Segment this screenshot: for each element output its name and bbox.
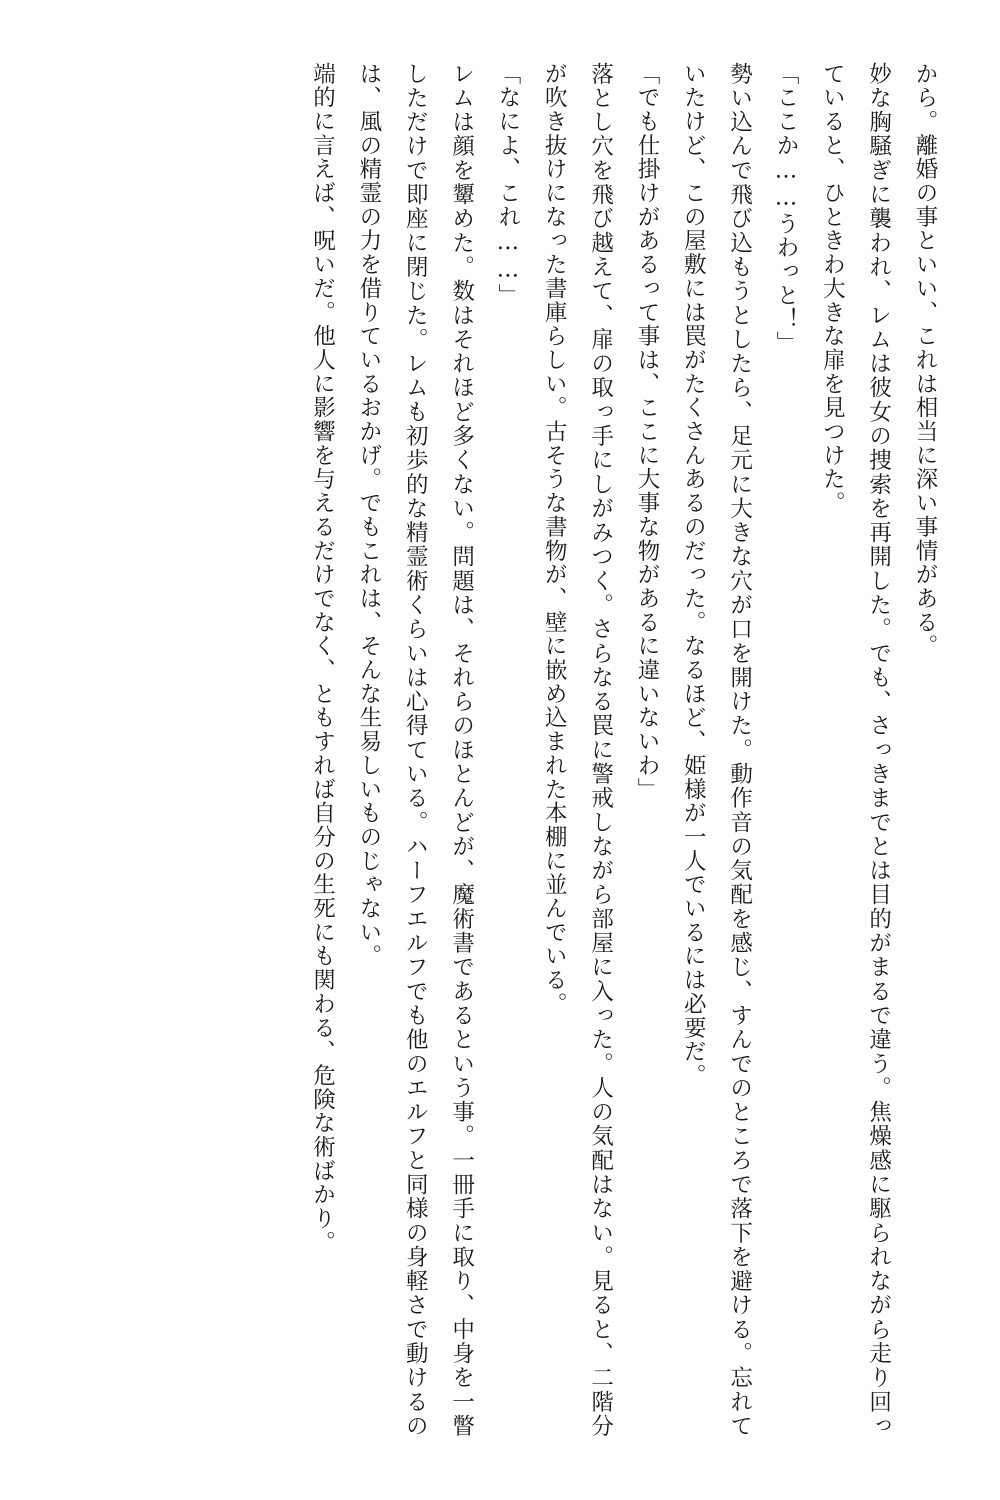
paragraph: 勢い込んで飛び込もうとしたら、足元に大きな穴が口を開けた。動作音の気配を感じ、すんでのところで落下を避ける。忘れていたけど、この屋敷には罠がたくさんあるのだった。なるほど、姫様が一人でいるには必要だ。	[680, 62, 753, 1438]
paragraph: 「でも仕掛けがあるって事は、ここに大事な物があるに違いないわ」	[633, 62, 660, 802]
paragraph: 「なによ、これ……」	[494, 62, 521, 308]
paragraph: 「ここか……うわっと！」	[772, 62, 799, 356]
paragraph: 妙な胸騒ぎに襲われ、レムは彼女の捜索を再開した。でも、さっきまでとは目的がまるで違う。焦燥感に駆られながら走り回っていると、ひときわ大きな扉を見つけた。	[819, 62, 892, 1438]
paragraph: 落とし穴を飛び越えて、扉の取っ手にしがみつく。さらなる罠に警戒しながら部屋に入った。人の気配はない。見ると、二階分が吹き抜けになった書庫らしい。古そうな書物が、壁に嵌め込まれた本棚に並んでいる。	[541, 62, 614, 1438]
paragraph: 端的に言えば、呪いだ。他人に影響を与えるだけでなく、ともすれば自分の生死にも関わる、危険な術ばかり。	[309, 62, 336, 1255]
vertical-text-body	[52, 62, 948, 1438]
paragraph: から。離婚の事といい、これは相当に深い事情がある。	[912, 62, 938, 659]
paragraph: レムは顔を顰めた。数はそれほど多くない。問題は、それらのほとんどが、魔術書であるという事。一冊手に取り、中身を一瞥しただけで即座に閉じた。レムも初歩的な精霊術くらいは心得ている。ハーフエルフでも他のエルフと同様の身軽さで動けるのは、風の精霊の力を借りているおかげ。でもこれは、そんな生易しいものじゃない。	[355, 62, 475, 1438]
